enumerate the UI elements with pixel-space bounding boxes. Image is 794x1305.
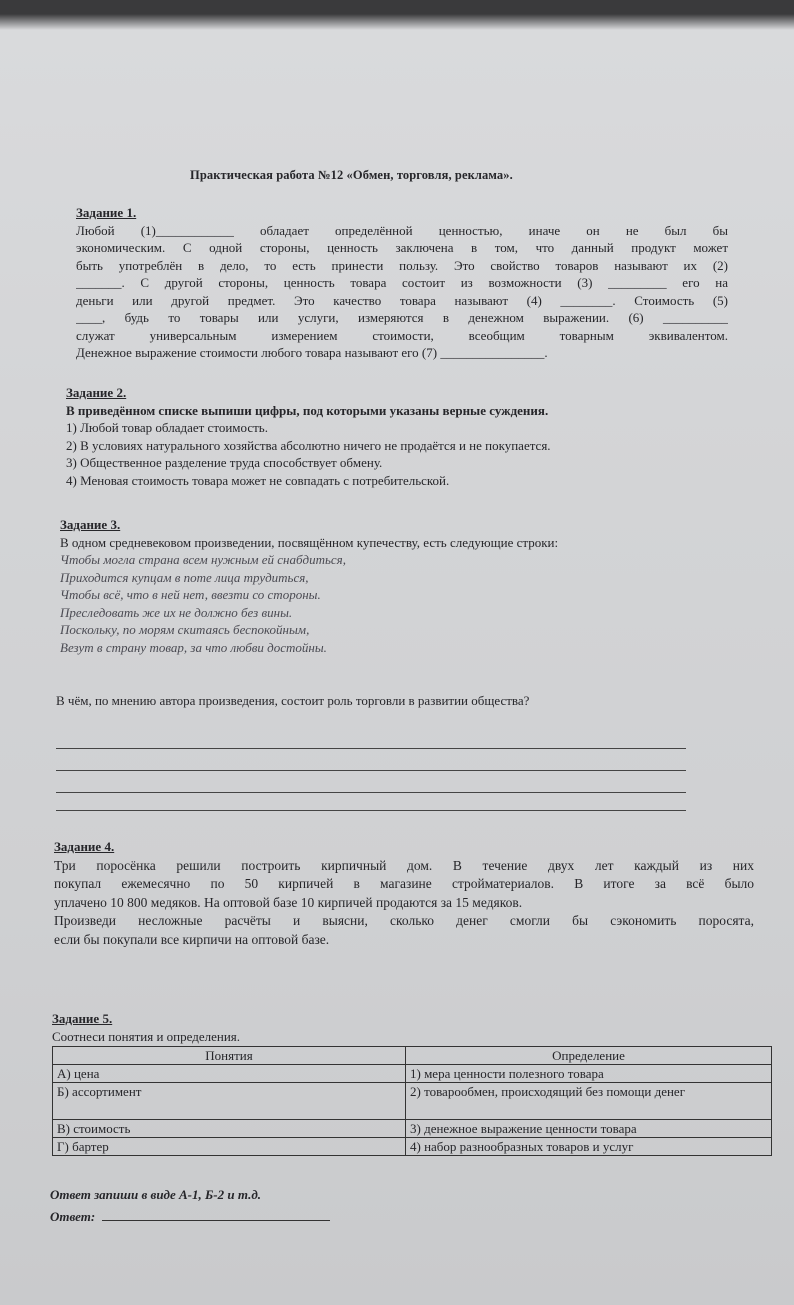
task4-line: если бы покупали все кирпичи на оптовой базе. <box>54 931 330 947</box>
task4-heading: Задание 4. <box>54 839 115 854</box>
task2-section <box>66 384 726 489</box>
concept-cell: В) стоимость <box>53 1120 406 1138</box>
answer-row <box>50 1208 370 1226</box>
definition-cell: 1) мера ценности полезного товара <box>406 1065 772 1083</box>
task1-line: быть употреблён в дело, то есть принести пользу. Это свойство товаров называют их (2) <box>76 257 728 273</box>
task3-section <box>60 516 740 656</box>
answer-field[interactable] <box>102 1208 330 1221</box>
answer-line <box>56 810 686 811</box>
task4-line: Произведи несложные расчёты и выясни, сколько денег смогли бы сэкономить поросята, <box>54 913 754 928</box>
task1-section <box>76 204 728 362</box>
definitions-column-header: Определение <box>406 1047 772 1065</box>
task1-line: служат универсальным измерением стоимости, всеобщим товарным эквивалентом. <box>76 327 728 343</box>
table-row <box>53 1138 772 1156</box>
poem-line: Приходится купцам в поте лица трудиться, <box>60 569 309 585</box>
task2-item: 3) Общественное разделение труда способствует обмену. <box>66 455 383 470</box>
table-row <box>53 1120 772 1138</box>
poem-line: Чтобы могла страна всем нужным ей снабдиться, <box>60 552 346 567</box>
concept-cell: Г) бартер <box>53 1138 406 1156</box>
task1-heading: Задание 1. <box>76 205 137 220</box>
task1-line: _______. С другой стороны, ценность товара состоит из возможности (3) _________ его на <box>76 275 728 290</box>
task1-line: ____, будь то товары или услуги, измеряются в денежном выражении. (6) __________ <box>76 310 728 325</box>
poem-line: Поскольку, по морям скитаясь беспокойным, <box>60 622 310 637</box>
task5-heading: Задание 5. <box>52 1011 113 1026</box>
task1-line: деньги или другой предмет. Это качество товара называют (4) ________. Стоимость (5) <box>76 292 728 308</box>
task5-instruction: Соотнеси понятия и определения. <box>52 1028 241 1044</box>
task4-line: Три поросёнка решили построить кирпичный дом. В течение двух лет каждый из них <box>54 857 754 873</box>
task2-item: 4) Меновая стоимость товара может не совпадать с потребительской. <box>66 472 450 488</box>
definition-cell: 3) денежное выражение ценности товара <box>406 1120 772 1138</box>
task3-intro: В одном средневековом произведении, посвящённом купечеству, есть следующие строки: <box>60 534 559 550</box>
task5-section <box>52 1010 752 1045</box>
definition-cell: 2) товарообмен, происходящий без помощи денег <box>406 1083 772 1120</box>
concept-cell: А) цена <box>53 1065 406 1083</box>
poem-line: Преследовать же их не должно без вины. <box>60 604 293 620</box>
answer-line <box>56 792 686 793</box>
definition-cell: 4) набор разнообразных товаров и услуг <box>406 1138 772 1156</box>
page-title: Практическая работа №12 «Обмен, торговля, реклама». <box>190 168 513 182</box>
task4-section <box>54 838 754 949</box>
answer-format-note: Ответ запиши в виде А-1, Б-2 и т.д. <box>50 1187 262 1202</box>
task1-line: экономическим. С одной стороны, ценность заключена в том, что данный продукт может <box>76 240 728 255</box>
matching-table <box>52 1046 772 1156</box>
task1-line: Любой (1)____________ обладает определённой ценностью, иначе он не был бы <box>76 222 728 238</box>
table-row <box>53 1065 772 1083</box>
task2-heading: Задание 2. <box>66 385 127 400</box>
answer-label: Ответ: <box>50 1209 96 1224</box>
answer-line <box>56 748 686 749</box>
poem-line: Чтобы всё, что в ней нет, ввезти со стороны. <box>60 587 321 602</box>
poem-line: Везут в страну товар, за что любви достойны. <box>60 639 327 655</box>
task3-heading: Задание 3. <box>60 517 121 532</box>
task2-instruction: В приведённом списке выпиши цифры, под которыми указаны верные суждения. <box>66 402 549 418</box>
concepts-column-header: Понятия <box>53 1047 406 1065</box>
task3-question: В чём, по мнению автора произведения, состоит роль торговли в развитии общества? <box>56 693 530 708</box>
answer-line <box>56 770 686 771</box>
task4-line: уплачено 10 800 медяков. На оптовой базе 10 кирпичей продаются за 15 медяков. <box>54 894 523 910</box>
table-row <box>53 1083 772 1120</box>
task2-item: 1) Любой товар обладает стоимость. <box>66 420 268 435</box>
concept-cell: Б) ассортимент <box>53 1083 406 1120</box>
task4-line: покупал ежемесячно по 50 кирпичей в магазине стройматериалов. В итоге за всё было <box>54 876 754 891</box>
task2-item: 2) В условиях натурального хозяйства абсолютно ничего не продаётся и не покупается. <box>66 437 551 453</box>
task1-line: Денежное выражение стоимости любого товара называют его (7) ________________. <box>76 345 548 360</box>
